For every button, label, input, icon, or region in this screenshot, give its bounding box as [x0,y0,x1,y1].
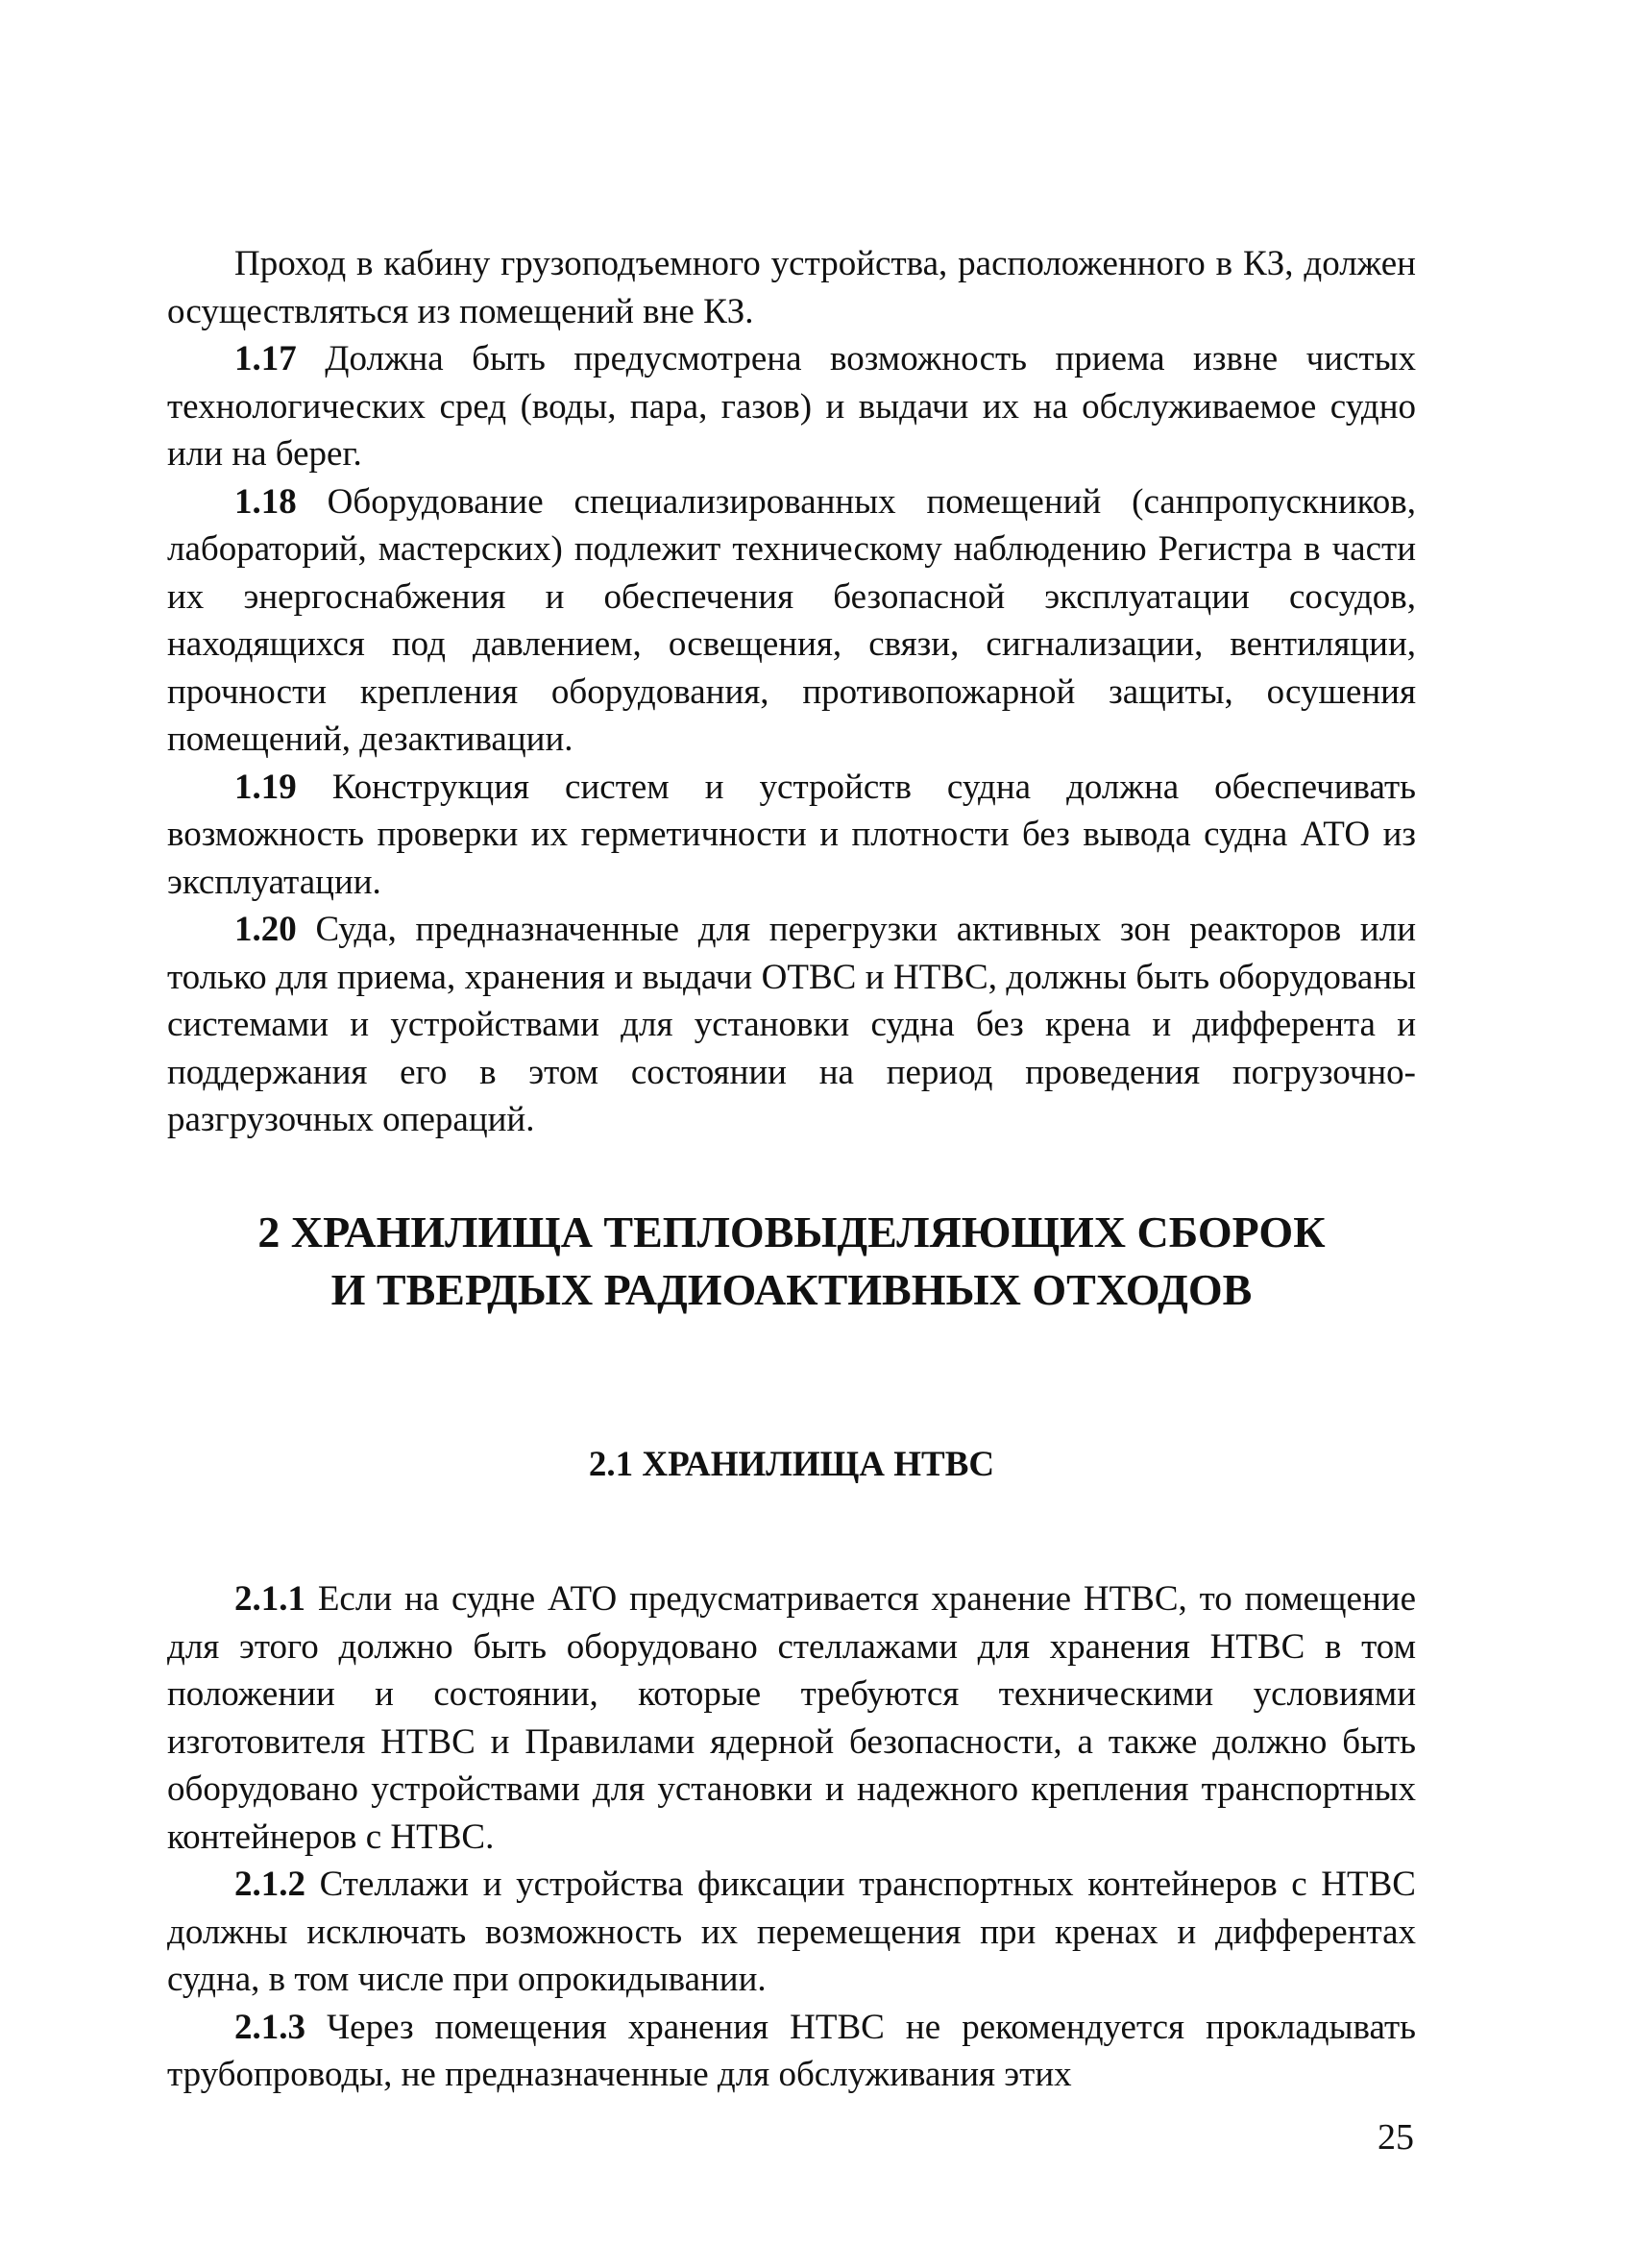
page-number: 25 [1378,2117,1414,2158]
chapter-heading [167,1204,1416,1319]
paragraph-text: Проход в кабину грузоподъемного устройства, расположенного в КЗ, должен осуществляться из помещений вне КЗ. [167,244,1416,331]
paragraph-number: 2.1.3 [234,2007,305,2047]
section-heading-bold: 2.1 ХРАНИЛИЩА [588,1445,885,1484]
paragraph-number: 1.17 [234,339,297,378]
paragraph-text: Оборудование специализированных помещений (санпропускников, лабораторий, мастерских) подлежит техническому наблюдению Регистра в части их энергоснабжения и обеспечения безопасной эксплуатации сосудов, находящихся под давлением, освещения, связи, сигнализации, вентиляции, прочности крепления оборудования, противопожарной защиты, осушения помещений, дезактивации. [167,481,1416,759]
paragraph-text: Через помещения хранения НТВС не рекомендуется прокладывать трубопроводы, не предназначенные для обслуживания этих [167,2007,1416,2094]
paragraph-text: Конструкция систем и устройств судна должна обеспечивать возможность проверки их герметичности и плотности без вывода судна АТО из эксплуатации. [167,767,1416,902]
paragraph-1-19 [167,764,1416,907]
paragraph-1-17 [167,335,1416,478]
paragraph-1-18 [167,478,1416,764]
paragraph-2-1-2 [167,1861,1416,2004]
paragraph-number: 1.18 [234,481,297,522]
paragraph-1-20 [167,906,1416,1144]
paragraph-text: Должна быть предусмотрена возможность приема извне чистых технологических сред (воды, пара, газов) и выдачи их на обслуживаемое судно или на берег. [167,339,1416,474]
paragraph-2-1-3 [167,2004,1416,2099]
paragraph-number: 1.19 [234,767,297,807]
paragraph-2-1-1 [167,1575,1416,1861]
paragraph-number: 2.1.2 [234,1865,305,1904]
paragraph-text: Стеллажи и устройства фиксации транспортных контейнеров с НТВС должны исключать возможность их перемещения при кренах и дифферентах судна, в том числе при опрокидывании. [167,1865,1416,1999]
paragraph-text: Если на судне АТО предусматривается хранение НТВС, то помещение для этого должно быть оборудовано стеллажами для хранения НТВС в том положении и состоянии, которые требуются техническими условиями изготовителя НТВС и Правилами ядерной безопасности, а также должно быть оборудовано устройствами для установки и надежного крепления транспортных контейнеров с НТВС. [167,1579,1416,1857]
chapter-heading-line-1: 2 ХРАНИЛИЩА ТЕПЛОВЫДЕЛЯЮЩИХ СБОРОК [257,1207,1326,1256]
paragraph-continuation [167,240,1416,335]
section-heading-normal: НТВС [884,1445,995,1484]
chapter-heading-line-2: И ТВЕРДЫХ РАДИОАКТИВНЫХ ОТХОДОВ [330,1265,1253,1314]
section-heading [167,1441,1416,1489]
paragraph-number: 2.1.1 [234,1579,305,1619]
paragraph-text: Суда, предназначенные для перегрузки активных зон реакторов или только для приема, хранения и выдачи ОТВС и НТВС, должны быть оборудованы системами и устройствами для установки судна без крена и дифферента и поддержания его в этом состоянии на период проведения погрузочно-разгрузочных операций. [167,910,1416,1139]
bottom-text-block [167,1575,1416,2099]
paragraph-number: 1.20 [234,910,297,949]
top-text-block [167,240,1416,1144]
